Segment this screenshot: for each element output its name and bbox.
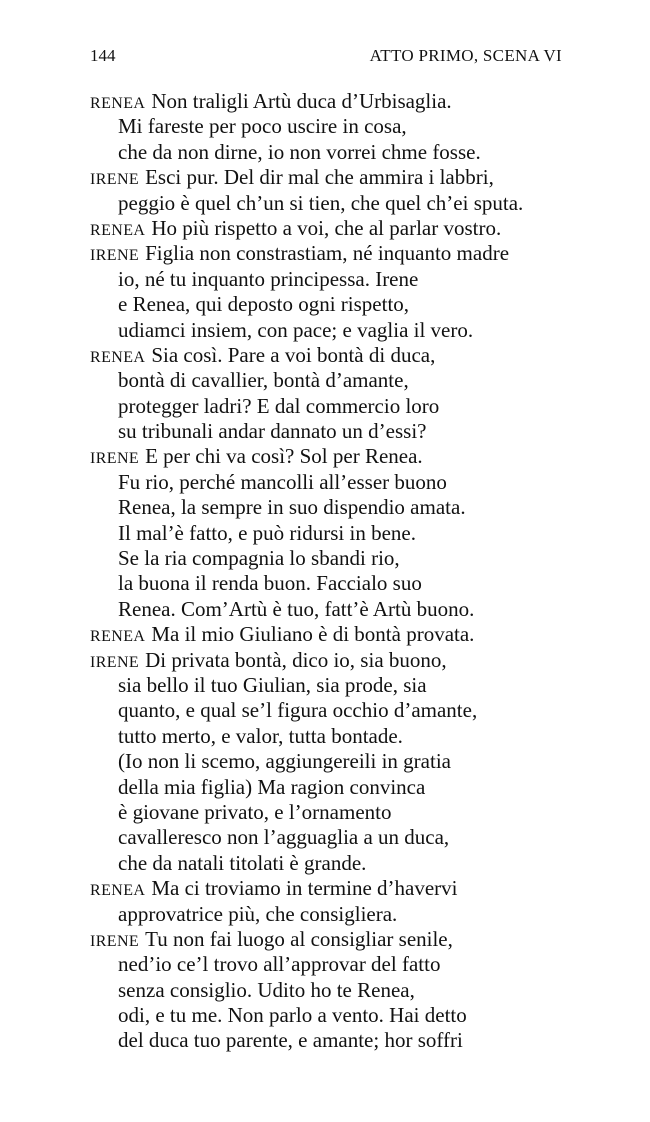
speech-line (90, 927, 570, 952)
verse-line (90, 851, 570, 876)
speaker-name: RENEA (90, 348, 146, 366)
dialogue-text (90, 89, 570, 1054)
verse-line (90, 1003, 570, 1028)
verse-text: senza consiglio. Udito ho te Renea, (118, 977, 415, 1002)
verse-line (90, 952, 570, 977)
speech-line (90, 89, 570, 114)
verse-text: la buona il renda buon. Faccialo suo (118, 571, 422, 596)
speaker-name: RENEA (90, 882, 146, 900)
verse-text: Renea. Com’Artù è tuo, fatt’è Artù buono. (118, 596, 475, 621)
verse-line (90, 724, 570, 749)
verse-line (90, 140, 570, 165)
speech-line (90, 622, 570, 647)
speech-line (90, 876, 570, 901)
verse-text: della mia figlia) Ma ragion convinca (118, 774, 426, 799)
speaker-name: RENEA (90, 221, 146, 239)
verse-line (90, 394, 570, 419)
verse-text: sia bello il tuo Giulian, sia prode, sia (118, 672, 427, 697)
verse-line (90, 1028, 570, 1053)
verse-text: Se la ria compagnia lo sbandi rio, (118, 546, 400, 571)
verse-text: bontà di cavallier, bontà d’amante, (118, 368, 409, 393)
verse-line (90, 902, 570, 927)
verse-line (90, 368, 570, 393)
speech-line (90, 648, 570, 673)
speaker-name: RENEA (90, 628, 146, 646)
verse-line (90, 318, 570, 343)
verse-text: Di privata bontà, dico io, sia buono, (145, 647, 447, 672)
verse-line (90, 521, 570, 546)
verse-line (90, 978, 570, 1003)
verse-line (90, 292, 570, 317)
verse-text: Ma ci troviamo in termine d’havervi (151, 876, 458, 901)
verse-text: E per chi va così? Sol per Renea. (145, 444, 423, 469)
verse-text: approvatrice più, che consigliera. (118, 901, 398, 926)
speech-line (90, 216, 570, 241)
verse-line (90, 114, 570, 139)
verse-line (90, 571, 570, 596)
verse-text: Non traligli Artù duca d’Urbisaglia. (151, 89, 452, 113)
verse-text: quanto, e qual se’l figura occhio d’amante, (118, 698, 478, 723)
verse-line (90, 495, 570, 520)
speech-line (90, 444, 570, 469)
verse-text: ned’io ce’l trovo all’approvar del fatto (118, 952, 441, 977)
speaker-name: IRENE (90, 450, 140, 468)
speaker-name: IRENE (90, 171, 140, 189)
speaker-name: IRENE (90, 247, 140, 265)
verse-text: del duca tuo parente, e amante; hor soffri (118, 1028, 463, 1053)
verse-line (90, 673, 570, 698)
verse-line (90, 800, 570, 825)
verse-text: Tu non fai luogo al consigliar senile, (145, 926, 453, 951)
verse-text: odi, e tu me. Non parlo a vento. Hai detto (118, 1003, 467, 1028)
verse-text: udiamci insiem, con pace; e vaglia il vero. (118, 317, 474, 342)
verse-text: Ho più rispetto a voi, che al parlar vostro. (151, 215, 502, 240)
verse-text: Figlia non constrastiam, né inquanto madre (145, 241, 510, 266)
verse-text: è giovane privato, e l’ornamento (118, 799, 392, 824)
speaker-name: RENEA (90, 95, 146, 112)
verse-text: (Io non li scemo, aggiungereili in gratia (118, 749, 451, 774)
verse-text: protegger ladri? E dal commercio loro (118, 393, 440, 418)
verse-line (90, 749, 570, 774)
verse-text: che da non dirne, io non vorrei chme fosse. (118, 139, 481, 164)
verse-text: e Renea, qui deposto ogni rispetto, (118, 292, 410, 317)
speech-line (90, 165, 570, 190)
verse-text: Fu rio, perché mancolli all’esser buono (118, 469, 447, 494)
verse-text: peggio è quel ch’un si tien, che quel ch’ei sputa. (118, 190, 524, 215)
verse-line (90, 470, 570, 495)
verse-line (90, 546, 570, 571)
speech-line (90, 241, 570, 266)
verse-line (90, 419, 570, 444)
page-header (90, 44, 562, 68)
verse-line (90, 698, 570, 723)
verse-text: Sia così. Pare a voi bontà di duca, (151, 342, 436, 367)
running-head: ATTO PRIMO, SCENA VI (369, 46, 562, 65)
speaker-name: IRENE (90, 653, 140, 671)
speech-line (90, 343, 570, 368)
verse-text: Esci pur. Del dir mal che ammira i labbri, (145, 165, 494, 190)
verse-text: Ma il mio Giuliano è di bontà provata. (151, 622, 475, 647)
verse-line (90, 267, 570, 292)
verse-text: io, né tu inquanto principessa. Irene (118, 266, 419, 291)
verse-text: Renea, la sempre in suo dispendio amata. (118, 495, 466, 520)
verse-line (90, 825, 570, 850)
verse-text: su tribunali andar dannato un d’essi? (118, 419, 427, 444)
verse-line (90, 597, 570, 622)
verse-text: Il mal’è fatto, e può ridursi in bene. (118, 520, 416, 545)
verse-text: Mi fareste per poco uscire in cosa, (118, 114, 407, 139)
page-number: 144 (90, 46, 116, 65)
verse-text: cavalleresco non l’agguaglia a un duca, (118, 825, 450, 850)
verse-line (90, 191, 570, 216)
verse-text: tutto merto, e valor, tutta bontade. (118, 723, 403, 748)
verse-line (90, 775, 570, 800)
verse-text: che da natali titolati è grande. (118, 850, 367, 875)
speaker-name: IRENE (90, 932, 140, 950)
